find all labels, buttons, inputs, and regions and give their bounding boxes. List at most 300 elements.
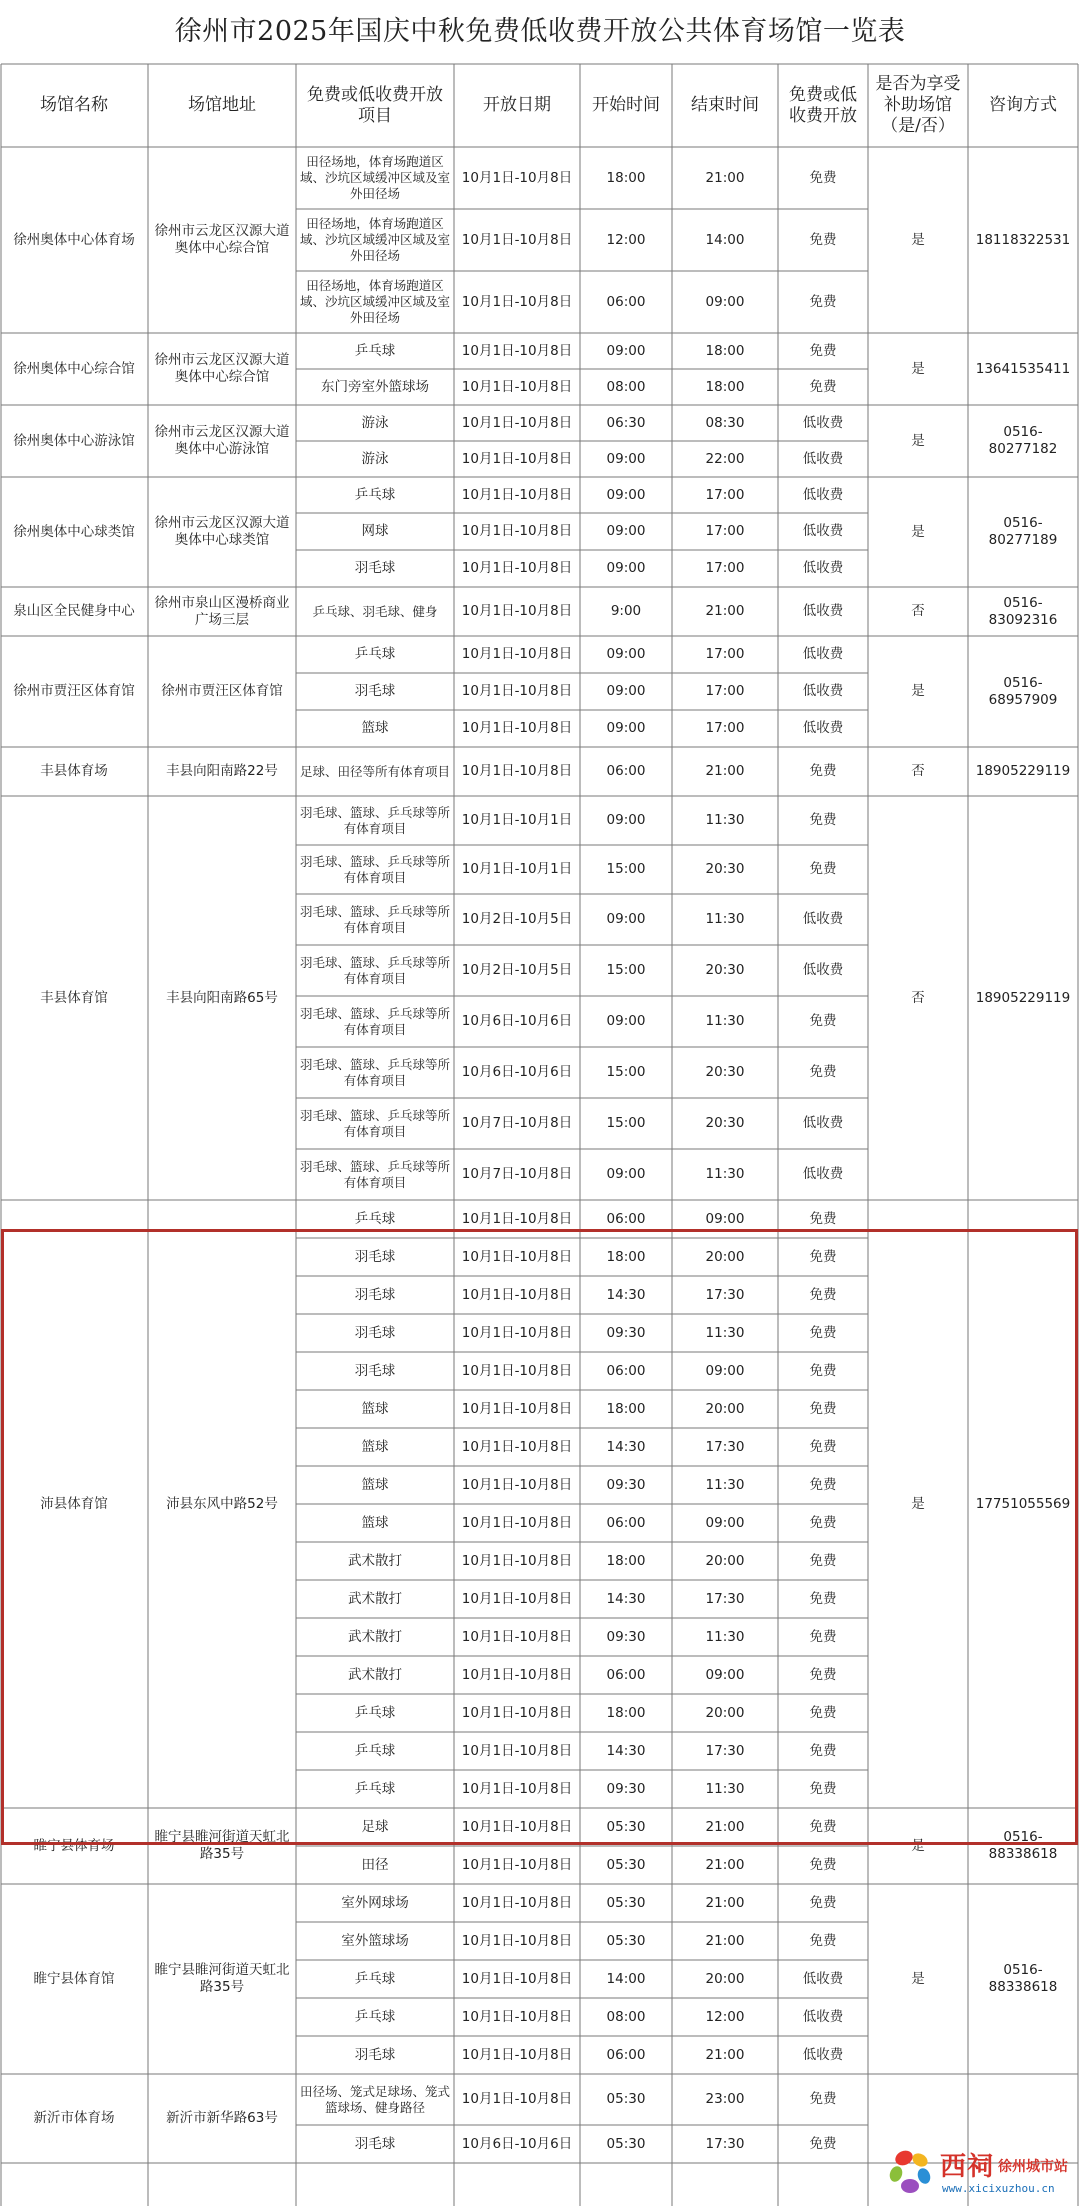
logo-brand: 西祠 — [940, 2152, 995, 2182]
venue-address-cell: 睢宁县睢河街道天虹北路35号 — [154, 1962, 290, 1995]
fee-type-cell: 免费 — [809, 1013, 837, 1029]
fee-type-cell: 低收费 — [802, 720, 844, 736]
date-cell: 10月1日-10月8日 — [461, 763, 573, 779]
venue-name-cell: 睢宁县体育场 — [33, 1837, 115, 1854]
date-cell: 10月2日-10月5日 — [461, 911, 573, 927]
item-cell: 羽毛球 — [354, 1286, 396, 1303]
subsidy-cell: 是 — [911, 231, 925, 248]
fee-type-cell: 免费 — [809, 1666, 837, 1683]
fee-type-cell: 免费 — [809, 2135, 837, 2152]
item-cell: 足球 — [361, 1818, 389, 1835]
date-cell: 10月1日-10月8日 — [461, 1932, 573, 1949]
subsidy-cell: 否 — [911, 603, 925, 619]
end-time-cell: 17:00 — [705, 523, 745, 539]
logo-site-name: 徐州城市站 — [998, 2159, 1068, 2175]
start-time-cell: 9:00 — [610, 603, 642, 619]
fee-type-cell: 免费 — [809, 1400, 837, 1417]
date-cell: 10月1日-10月8日 — [461, 1780, 573, 1797]
end-time-cell: 17:00 — [705, 683, 745, 699]
item-cell: 乒乓球 — [354, 1780, 396, 1797]
fee-type-cell: 低收费 — [802, 2008, 844, 2025]
date-cell: 10月6日-10月6日 — [461, 2135, 573, 2152]
start-time-cell: 06:00 — [606, 1210, 646, 1227]
item-cell: 乒乓球、羽毛球、健身 — [312, 603, 438, 619]
date-cell: 10月1日-10月8日 — [461, 2091, 573, 2107]
end-time-cell: 23:00 — [705, 2091, 745, 2107]
subsidy-cell: 否 — [911, 989, 925, 1006]
item-cell: 武术散打 — [348, 1552, 402, 1569]
end-time-cell: 08:30 — [705, 414, 745, 431]
end-time-cell: 21:00 — [705, 2046, 745, 2063]
end-time-cell: 11:30 — [705, 1013, 745, 1029]
item-cell: 羽毛球、篮球、乒乓球等所有体育项目 — [299, 903, 450, 935]
start-time-cell: 09:00 — [606, 450, 646, 467]
end-time-cell: 12:00 — [705, 2008, 745, 2025]
end-time-cell: 17:30 — [705, 2135, 745, 2152]
item-cell: 游泳 — [361, 414, 389, 431]
start-time-cell: 18:00 — [606, 169, 646, 186]
date-cell: 10月7日-10月8日 — [461, 1115, 573, 1131]
fee-type-cell: 免费 — [809, 1780, 837, 1797]
item-cell: 乒乓球 — [354, 486, 396, 503]
end-time-cell: 17:00 — [705, 486, 745, 503]
start-time-cell: 05:30 — [606, 1856, 646, 1873]
date-cell: 10月2日-10月5日 — [461, 962, 573, 978]
start-time-cell: 15:00 — [606, 1115, 646, 1131]
end-time-cell: 20:00 — [705, 1970, 745, 1987]
start-time-cell: 09:00 — [606, 646, 646, 662]
fee-type-cell: 低收费 — [802, 450, 844, 467]
venue-name-cell: 徐州奥体中心综合馆 — [13, 360, 135, 377]
start-time-cell: 14:30 — [606, 1742, 646, 1759]
end-time-cell: 11:30 — [705, 1166, 745, 1182]
venue-name-cell: 徐州奥体中心游泳馆 — [13, 432, 135, 449]
item-cell: 乒乓球 — [354, 1210, 396, 1227]
fee-type-cell: 低收费 — [802, 1970, 844, 1987]
start-time-cell: 09:30 — [606, 1780, 646, 1797]
end-time-cell: 20:30 — [705, 861, 745, 877]
date-cell: 10月1日-10月8日 — [461, 450, 573, 467]
start-time-cell: 06:00 — [606, 293, 646, 310]
subsidy-cell: 是 — [911, 432, 925, 449]
subsidy-cell: 是 — [911, 683, 925, 699]
start-time-cell: 18:00 — [606, 1552, 646, 1569]
end-time-cell: 20:30 — [705, 962, 745, 978]
fee-type-cell: 免费 — [809, 1894, 837, 1911]
fee-type-cell: 低收费 — [802, 560, 844, 576]
date-cell: 10月1日-10月8日 — [461, 342, 573, 359]
start-time-cell: 14:30 — [606, 1286, 646, 1303]
item-cell: 羽毛球、篮球、乒乓球等所有体育项目 — [299, 1005, 450, 1037]
start-time-cell: 09:00 — [606, 523, 646, 539]
date-cell: 10月1日-10月8日 — [461, 1628, 573, 1645]
venue-address-cell: 新沂市新华路63号 — [166, 2110, 278, 2126]
item-cell: 羽毛球 — [354, 560, 396, 576]
col-header-end: 结束时间 — [691, 95, 759, 115]
fee-type-cell: 免费 — [809, 1590, 837, 1607]
date-cell: 10月1日-10月8日 — [461, 1894, 573, 1911]
start-time-cell: 18:00 — [606, 1400, 646, 1417]
start-time-cell: 14:00 — [606, 1970, 646, 1987]
item-cell: 羽毛球、篮球、乒乓球等所有体育项目 — [299, 1107, 450, 1139]
end-time-cell: 21:00 — [705, 603, 745, 619]
date-cell: 10月1日-10月8日 — [461, 1248, 573, 1265]
contact-cell: 0516-68957909 — [988, 674, 1058, 708]
item-cell: 羽毛球 — [354, 1324, 396, 1341]
item-cell: 乒乓球 — [354, 646, 396, 662]
item-cell: 田径场、笼式足球场、笼式篮球场、健身路径 — [299, 2083, 450, 2115]
date-cell: 10月1日-10月8日 — [461, 1552, 573, 1569]
venue-name-cell: 睢宁县体育馆 — [33, 1970, 115, 1987]
start-time-cell: 09:00 — [606, 1013, 646, 1029]
start-time-cell: 15:00 — [606, 861, 646, 877]
logo-url: www.xicixuzhou.cn — [942, 2182, 1055, 2195]
end-time-cell: 20:30 — [705, 1115, 745, 1131]
end-time-cell: 20:30 — [705, 1064, 745, 1080]
start-time-cell: 15:00 — [606, 1064, 646, 1080]
start-time-cell: 06:30 — [606, 414, 646, 431]
venue-name-cell: 丰县体育馆 — [40, 989, 108, 1006]
end-time-cell: 11:30 — [705, 1324, 745, 1341]
end-time-cell: 11:30 — [705, 911, 745, 927]
fee-type-cell: 低收费 — [802, 683, 844, 699]
date-cell: 10月1日-10月8日 — [461, 1970, 573, 1987]
venue-address-cell: 徐州市泉山区漫桥商业广场三层 — [154, 594, 290, 628]
end-time-cell: 20:00 — [705, 1248, 745, 1265]
end-time-cell: 17:30 — [705, 1438, 745, 1455]
item-cell: 羽毛球 — [354, 683, 396, 699]
end-time-cell: 20:00 — [705, 1552, 745, 1569]
col-header-start: 开始时间 — [592, 95, 660, 115]
contact-cell: 0516-88338618 — [988, 1829, 1058, 1862]
subsidy-cell: 是 — [911, 1837, 925, 1854]
start-time-cell: 06:00 — [606, 1362, 646, 1379]
end-time-cell: 21:00 — [705, 169, 745, 186]
fee-type-cell: 免费 — [809, 293, 837, 310]
end-time-cell: 17:00 — [705, 720, 745, 736]
item-cell: 东门旁室外篮球场 — [321, 378, 429, 395]
start-time-cell: 08:00 — [606, 378, 646, 395]
start-time-cell: 09:00 — [606, 1166, 646, 1182]
venue-address-cell: 丰县向阳南路22号 — [166, 763, 278, 779]
start-time-cell: 14:30 — [606, 1590, 646, 1607]
item-cell: 羽毛球、篮球、乒乓球等所有体育项目 — [299, 1158, 450, 1190]
venue-name-cell: 沛县体育馆 — [40, 1495, 108, 1512]
col-header-item: 免费或低收费开放项目 — [307, 84, 443, 126]
flower-logo-icon — [882, 2144, 940, 2200]
end-time-cell: 11:30 — [705, 1628, 745, 1645]
col-header-date: 开放日期 — [483, 95, 551, 115]
date-cell: 10月1日-10月8日 — [461, 1590, 573, 1607]
date-cell: 10月1日-10月8日 — [461, 683, 573, 699]
fee-type-cell: 免费 — [809, 1438, 837, 1455]
date-cell: 10月1日-10月8日 — [461, 1362, 573, 1379]
fee-type-cell: 免费 — [809, 1286, 837, 1303]
venue-address-cell: 徐州市云龙区汉源大道奥体中心游泳馆 — [154, 424, 290, 457]
start-time-cell: 09:00 — [606, 812, 646, 828]
date-cell: 10月6日-10月6日 — [461, 1064, 573, 1080]
start-time-cell: 09:30 — [606, 1628, 646, 1645]
contact-cell: 18905229119 — [975, 989, 1071, 1006]
item-cell: 室外网球场 — [341, 1894, 409, 1911]
date-cell: 10月1日-10月8日 — [461, 1400, 573, 1417]
item-cell: 羽毛球、篮球、乒乓球等所有体育项目 — [299, 804, 450, 836]
end-time-cell: 17:00 — [705, 560, 745, 576]
end-time-cell: 17:30 — [705, 1742, 745, 1759]
venue-name-cell: 新沂市体育场 — [33, 2110, 115, 2126]
date-cell: 10月1日-10月8日 — [461, 1818, 573, 1835]
end-time-cell: 11:30 — [705, 812, 745, 828]
fee-type-cell: 低收费 — [802, 603, 844, 619]
start-time-cell: 09:00 — [606, 911, 646, 927]
col-header-address: 场馆地址 — [188, 95, 256, 115]
subsidy-cell: 是 — [911, 360, 925, 377]
venue-address-cell: 睢宁县睢河街道天虹北路35号 — [154, 1829, 290, 1862]
date-cell: 10月1日-10月8日 — [461, 486, 573, 503]
date-cell: 10月1日-10月8日 — [461, 646, 573, 662]
fee-type-cell: 低收费 — [802, 414, 844, 431]
venue-address-cell: 沛县东风中路52号 — [166, 1495, 278, 1512]
fee-type-cell: 低收费 — [802, 2046, 844, 2063]
col-header-fee: 免费或低收费开放 — [789, 84, 857, 126]
start-time-cell: 09:30 — [606, 1476, 646, 1493]
item-cell: 篮球 — [361, 720, 389, 736]
venue-name-cell: 徐州奥体中心球类馆 — [13, 523, 135, 540]
start-time-cell: 09:00 — [606, 683, 646, 699]
subsidy-cell: 是 — [911, 1495, 925, 1512]
end-time-cell: 09:00 — [705, 293, 745, 310]
venue-address-cell: 徐州市云龙区汉源大道奥体中心综合馆 — [154, 223, 290, 256]
start-time-cell: 09:00 — [606, 720, 646, 736]
start-time-cell: 12:00 — [606, 231, 646, 248]
start-time-cell: 09:00 — [606, 342, 646, 359]
fee-type-cell: 低收费 — [802, 911, 844, 927]
start-time-cell: 09:00 — [606, 486, 646, 503]
start-time-cell: 15:00 — [606, 962, 646, 978]
contact-cell: 0516-80277189 — [988, 515, 1058, 548]
item-cell: 田径 — [361, 1856, 389, 1873]
date-cell: 10月1日-10月8日 — [461, 169, 573, 186]
date-cell: 10月1日-10月8日 — [461, 1286, 573, 1303]
date-cell: 10月1日-10月8日 — [461, 1438, 573, 1455]
start-time-cell: 06:00 — [606, 2046, 646, 2063]
start-time-cell: 18:00 — [606, 1248, 646, 1265]
fee-type-cell: 免费 — [809, 1476, 837, 1493]
date-cell: 10月1日-10月1日 — [461, 812, 573, 828]
end-time-cell: 21:00 — [705, 1818, 745, 1835]
end-time-cell: 21:00 — [705, 1856, 745, 1873]
fee-type-cell: 免费 — [809, 1628, 837, 1645]
start-time-cell: 06:00 — [606, 1666, 646, 1683]
date-cell: 10月1日-10月8日 — [461, 231, 573, 248]
date-cell: 10月6日-10月6日 — [461, 1013, 573, 1029]
fee-type-cell: 免费 — [809, 861, 837, 877]
contact-cell: 13641535411 — [975, 360, 1071, 377]
start-time-cell: 06:00 — [606, 763, 646, 779]
item-cell: 乒乓球 — [354, 1742, 396, 1759]
date-cell: 10月1日-10月8日 — [461, 2008, 573, 2025]
fee-type-cell: 低收费 — [802, 1115, 844, 1131]
date-cell: 10月1日-10月8日 — [461, 1704, 573, 1721]
start-time-cell: 05:30 — [606, 1894, 646, 1911]
fee-type-cell: 低收费 — [802, 962, 844, 978]
item-cell: 乒乓球 — [354, 1704, 396, 1721]
venue-name-cell: 丰县体育场 — [40, 763, 108, 779]
end-time-cell: 21:00 — [705, 1894, 745, 1911]
fee-type-cell: 低收费 — [802, 486, 844, 503]
item-cell: 足球、田径等所有体育项目 — [299, 763, 450, 779]
end-time-cell: 21:00 — [705, 1932, 745, 1949]
date-cell: 10月1日-10月8日 — [461, 2046, 573, 2063]
end-time-cell: 11:30 — [705, 1476, 745, 1493]
contact-cell: 0516-88338618 — [988, 1962, 1058, 1995]
page-title: 徐州市2025年国庆中秋免费低收费开放公共体育场馆一览表 — [174, 16, 906, 47]
item-cell: 室外篮球场 — [341, 1932, 409, 1949]
date-cell: 10月1日-10月8日 — [461, 1210, 573, 1227]
fee-type-cell: 免费 — [809, 812, 837, 828]
end-time-cell: 20:00 — [705, 1400, 745, 1417]
item-cell: 田径场地，体育场跑道区域、沙坑区域缓冲区域及室外田径场 — [299, 278, 450, 325]
fee-type-cell: 免费 — [809, 1248, 837, 1265]
venue-address-cell: 徐州市贾汪区体育馆 — [161, 683, 283, 699]
end-time-cell: 09:00 — [705, 1210, 745, 1227]
subsidy-cell: 是 — [911, 1970, 925, 1987]
item-cell: 篮球 — [361, 1438, 389, 1455]
end-time-cell: 09:00 — [705, 1666, 745, 1683]
date-cell: 10月1日-10月8日 — [461, 1476, 573, 1493]
item-cell: 田径场地，体育场跑道区域、沙坑区域缓冲区域及室外田径场 — [299, 216, 450, 263]
date-cell: 10月1日-10月8日 — [461, 378, 573, 395]
item-cell: 武术散打 — [348, 1666, 402, 1683]
item-cell: 羽毛球、篮球、乒乓球等所有体育项目 — [299, 853, 450, 885]
item-cell: 篮球 — [361, 1514, 389, 1531]
end-time-cell: 20:00 — [705, 1704, 745, 1721]
contact-cell: 17751055569 — [975, 1495, 1071, 1512]
venue-address-cell: 徐州市云龙区汉源大道奥体中心综合馆 — [154, 352, 290, 385]
start-time-cell: 05:30 — [606, 2091, 646, 2107]
item-cell: 武术散打 — [348, 1628, 402, 1645]
end-time-cell: 22:00 — [705, 450, 745, 467]
item-cell: 羽毛球 — [354, 2046, 396, 2063]
end-time-cell: 09:00 — [705, 1514, 745, 1531]
item-cell: 羽毛球、篮球、乒乓球等所有体育项目 — [299, 954, 450, 986]
end-time-cell: 17:00 — [705, 646, 745, 662]
fee-type-cell: 免费 — [809, 1818, 837, 1835]
venue-name-cell: 泉山区全民健身中心 — [13, 603, 135, 619]
fee-type-cell: 免费 — [809, 1742, 837, 1759]
end-time-cell: 21:00 — [705, 763, 745, 779]
item-cell: 游泳 — [361, 450, 389, 467]
date-cell: 10月1日-10月8日 — [461, 293, 573, 310]
contact-cell: 0516-80277182 — [988, 424, 1058, 457]
start-time-cell: 06:00 — [606, 1514, 646, 1531]
end-time-cell: 17:30 — [705, 1286, 745, 1303]
venue-name-cell: 徐州市贾汪区体育馆 — [13, 683, 135, 699]
fee-type-cell: 免费 — [809, 1932, 837, 1949]
fee-type-cell: 免费 — [809, 231, 837, 248]
fee-type-cell: 免费 — [809, 1210, 837, 1227]
fee-type-cell: 免费 — [809, 2091, 837, 2107]
col-header-contact: 咨询方式 — [989, 95, 1057, 115]
date-cell: 10月1日-10月1日 — [461, 861, 573, 877]
col-header-subsidy: 是否为享受补助场馆（是/否） — [875, 74, 961, 136]
fee-type-cell: 免费 — [809, 1552, 837, 1569]
start-time-cell: 05:30 — [606, 2135, 646, 2152]
date-cell: 10月1日-10月8日 — [461, 1514, 573, 1531]
item-cell: 篮球 — [361, 1476, 389, 1493]
contact-cell: 0516-83092316 — [988, 594, 1058, 628]
item-cell: 羽毛球 — [354, 2135, 396, 2152]
date-cell: 10月1日-10月8日 — [461, 1324, 573, 1341]
date-cell: 10月1日-10月8日 — [461, 414, 573, 431]
contact-cell: 18118322531 — [975, 231, 1071, 248]
fee-type-cell: 免费 — [809, 342, 837, 359]
end-time-cell: 18:00 — [705, 378, 745, 395]
venue-address-cell: 丰县向阳南路65号 — [166, 989, 278, 1006]
item-cell: 网球 — [361, 523, 389, 539]
fee-type-cell: 免费 — [809, 1856, 837, 1873]
start-time-cell: 05:30 — [606, 1818, 646, 1835]
date-cell: 10月1日-10月8日 — [461, 560, 573, 576]
date-cell: 10月1日-10月8日 — [461, 1666, 573, 1683]
item-cell: 乒乓球 — [354, 2008, 396, 2025]
fee-type-cell: 免费 — [809, 378, 837, 395]
contact-cell: 18905229119 — [975, 763, 1071, 779]
date-cell: 10月1日-10月8日 — [461, 720, 573, 736]
fee-type-cell: 低收费 — [802, 1166, 844, 1182]
fee-type-cell: 免费 — [809, 1064, 837, 1080]
fee-type-cell: 低收费 — [802, 523, 844, 539]
item-cell: 乒乓球 — [354, 1970, 396, 1987]
fee-type-cell: 免费 — [809, 1514, 837, 1531]
date-cell: 10月1日-10月8日 — [461, 1856, 573, 1873]
date-cell: 10月1日-10月8日 — [461, 523, 573, 539]
start-time-cell: 09:00 — [606, 560, 646, 576]
item-cell: 羽毛球 — [354, 1248, 396, 1265]
date-cell: 10月1日-10月8日 — [461, 1742, 573, 1759]
start-time-cell: 18:00 — [606, 1704, 646, 1721]
end-time-cell: 18:00 — [705, 342, 745, 359]
fee-type-cell: 免费 — [809, 1362, 837, 1379]
end-time-cell: 11:30 — [705, 1780, 745, 1797]
start-time-cell: 05:30 — [606, 1932, 646, 1949]
fee-type-cell: 免费 — [809, 1324, 837, 1341]
start-time-cell: 14:30 — [606, 1438, 646, 1455]
fee-type-cell: 免费 — [809, 169, 837, 186]
item-cell: 田径场地，体育场跑道区域、沙坑区域缓冲区域及室外田径场 — [299, 154, 450, 201]
venue-name-cell: 徐州奥体中心体育场 — [13, 231, 135, 248]
col-header-venue: 场馆名称 — [40, 95, 108, 115]
end-time-cell: 09:00 — [705, 1362, 745, 1379]
end-time-cell: 14:00 — [705, 231, 745, 248]
start-time-cell: 08:00 — [606, 2008, 646, 2025]
item-cell: 羽毛球 — [354, 1362, 396, 1379]
site-logo — [880, 2138, 1080, 2206]
venue-address-cell: 徐州市云龙区汉源大道奥体中心球类馆 — [154, 515, 290, 548]
subsidy-cell: 否 — [911, 763, 925, 779]
item-cell: 羽毛球、篮球、乒乓球等所有体育项目 — [299, 1056, 450, 1088]
date-cell: 10月1日-10月8日 — [461, 603, 573, 619]
fee-type-cell: 低收费 — [802, 646, 844, 662]
end-time-cell: 17:30 — [705, 1590, 745, 1607]
subsidy-cell: 是 — [911, 523, 925, 540]
fee-type-cell: 免费 — [809, 1704, 837, 1721]
item-cell: 武术散打 — [348, 1590, 402, 1607]
item-cell: 篮球 — [361, 1400, 389, 1417]
item-cell: 乒乓球 — [354, 342, 396, 359]
date-cell: 10月7日-10月8日 — [461, 1166, 573, 1182]
start-time-cell: 09:30 — [606, 1324, 646, 1341]
